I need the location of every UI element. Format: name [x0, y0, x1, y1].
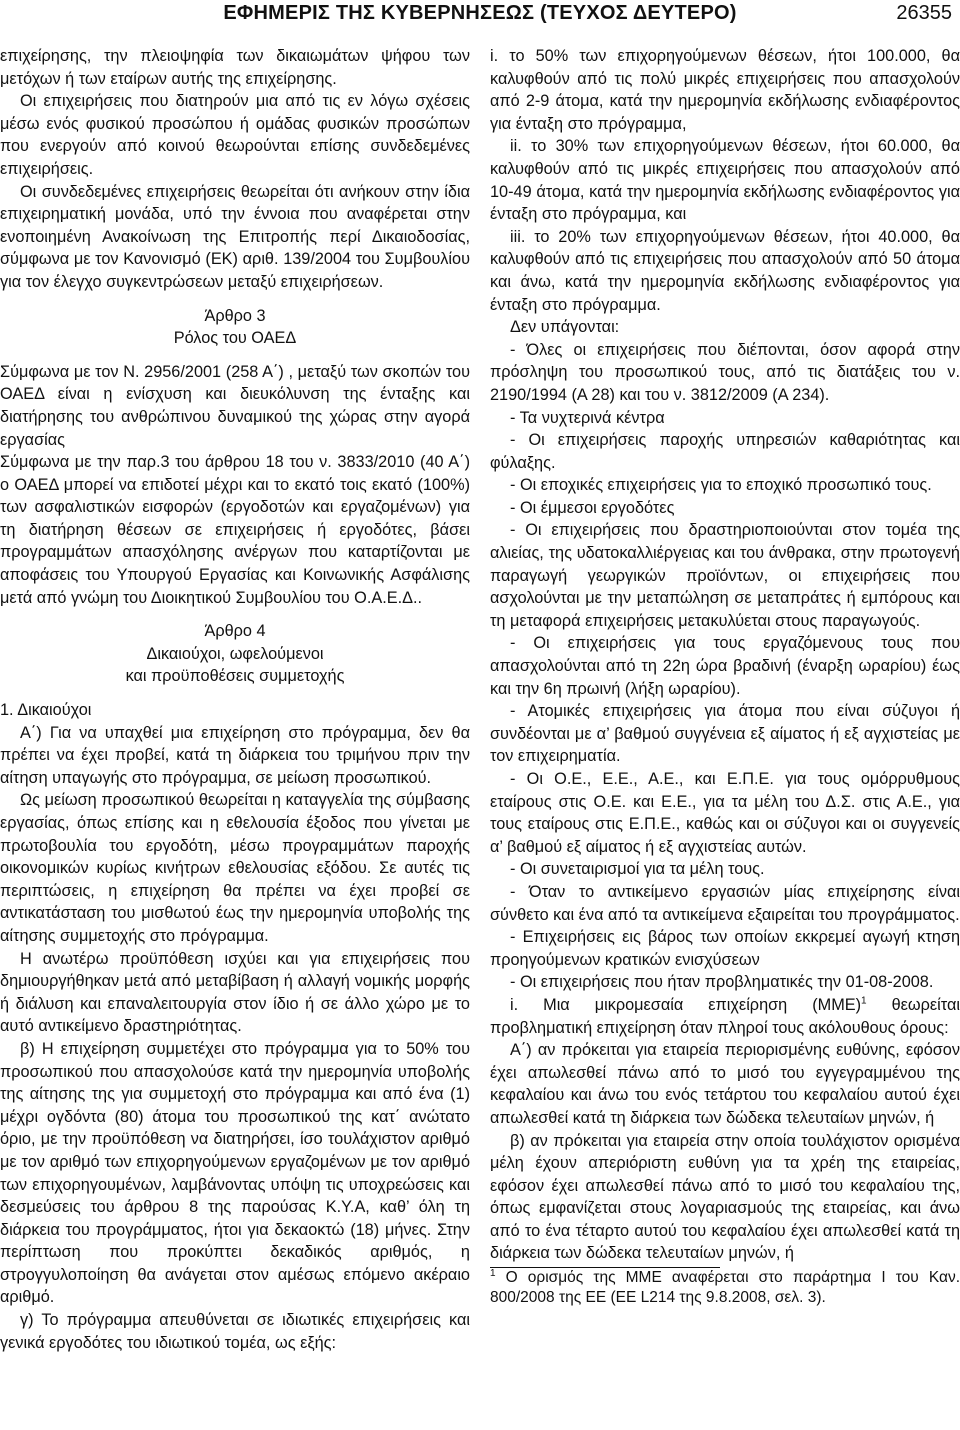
article-3-number: Άρθρο 3	[204, 306, 266, 325]
article-4-title: Δικαιούχοι, ωφελούμενοι	[146, 644, 324, 663]
paragraph: Οι συνδεδεμένες επιχειρήσεις θεωρείται ότι ανήκουν στην ίδια επιχειρηματική μονάδα, υπό την έννοια που αναφέρεται στην ενοποιημένη Ανακοίνωση της Επιτροπής περί Δικαιοδοσίας, σύμφωνα με τον Κανονισμό (ΕΚ) αριθ. 139/2004 του Συμβουλίου για τον έλεγχο συγκεντρώσεων μεταξύ επιχειρήσεων.	[0, 182, 470, 291]
list-item: i. το 50% των επιχορηγούμενων θέσεων, ήτοι 100.000, θα καλυφθούν από τις πολύ μικρές επιχειρήσεις που απασχολούν από 2-9 άτομα, κατά την ημερομηνία εκδήλωσης ενδιαφέροντος για ένταξη στο πρόγραμμα,	[490, 47, 960, 133]
right-column	[490, 45, 960, 1308]
list-item: iii. το 20% των επιχορηγούμενων θέσεων, ήτοι 40.000, θα καλυφθούν από τις επιχειρήσεις που απασχολούν από 50 άτομα και άνω, κατά την ημερομηνία εκδήλωσης ενδιαφέροντος για ένταξη στο πρόγραμμα.	[490, 227, 960, 314]
paragraph: Σύμφωνα με την παρ.3 του άρθρου 18 του ν. 3833/2010 (40 Α΄) ο ΟΑΕΔ μπορεί να επιδοτεί μέχρι και το εκατό τοις εκατό (100%) των ασφαλιστικών εισφορών (εργοδοτών και εργαζομένων) για τη διατήρηση θέσεων σε επιχειρήσεις ή εργοδότες, βάσει προγραμμάτων απασχόλησης ανέργων που καταρτίζονται με αποφάσεις του Υπουργού Εργασίας και Κοινωνικής Ασφάλισης μετά από γνώμη του Διοικητικού Συμβουλίου του Ο.Α.Ε.Δ..	[0, 453, 470, 607]
list-item: ii. το 30% των επιχορηγούμενων θέσεων, ήτοι 60.000, θα καλυφθούν από τις μικρές επιχειρήσεις που απασχολούν από 10-49 άτομα, κατά την ημερομηνία εκδήλωσης ενδιαφέροντος για ένταξη στο πρόγραμμα, και	[490, 137, 960, 224]
page-number: 26355	[896, 2, 952, 24]
list-item: - Οι επιχειρήσεις παροχής υπηρεσιών καθαριότητας και φύλαξης.	[490, 431, 960, 472]
paragraph: επιχείρησης, την πλειοψηφία των δικαιωμάτων ψήφου των μετόχων ή των εταίρων αυτής της επιχείρησης.	[0, 47, 470, 88]
list-item: - Επιχειρήσεις εις βάρος των οποίων εκκρεμεί αγωγή κτηση προηγούμενων κρατικών ενισχύσεων	[490, 928, 960, 969]
list-item: - Όλες οι επιχειρήσεις που διέπονται, όσον αφορά στην πρόσληψη του προσωπικού τους, από τις διατάξεις του ν. 2190/1994 (Α 28) και του ν. 3812/2009 (Α 234).	[490, 340, 960, 404]
article-3-title: Ρόλος του ΟΑΕΔ	[173, 329, 297, 348]
list-item: - Οι έμμεσοι εργοδότες	[510, 498, 675, 517]
paragraph: Α΄) Για να υπαχθεί μια επιχείρηση στο πρόγραμμα, δεν θα πρέπει να έχει προβεί, κατά τη διάρκεια του τριμήνου πριν την αίτηση υπαγωγής στο πρόγραμμα, σε μείωση προσωπικού.	[0, 723, 470, 787]
list-item: - Οι επιχειρήσεις που ήταν προβληματικές την 01-08-2008.	[510, 973, 934, 992]
list-item: - Οι εποχικές επιχειρήσεις για το εποχικό προσωπικό τους.	[510, 476, 932, 495]
paragraph: Ως μείωση προσωπικού θεωρείται η καταγγελία της σύμβασης εργασίας, όπως επίσης και η εθελουσία έξοδος που γίνεται με πρωτοβουλία του εργοδότη, μέσω προγραμμάτων παροχής οικονομικών κυρίως κινήτρων εθελουσίας εξόδου. Σε αυτές τις περιπτώσεις, η επιχείρηση θα πρέπει να έχει προβεί σε αντικατάσταση του μισθωτού έως την ημερομηνία υποβολής της αίτησης συμμετοχής στο πρόγραμμα.	[0, 791, 470, 945]
paragraph: Α΄) αν πρόκειται για εταιρεία περιορισμένης ευθύνης, εφόσον έχει απωλεσθεί πάνω από το μισό του εγγεγραμμένου της κεφαλαίου και άνω του ενός τετάρτου του κεφαλαίου αυτού έχει απωλεσθεί κατά τη διάρκεια των δώδεκα τελευταίων μηνών, ή	[490, 1041, 960, 1127]
list-item: - Οι επιχειρήσεις που δραστηριοποιούνται στον τομέα της αλιείας, της υδατοκαλλιέργειας και του άνθρακα, στην πρωτογενή παραγωγή γεωργικών προϊόντων, οι επιχειρήσεις που ασχολούνται με την μεταπώληση σε μεταπράτες ή εμπόρους και τη μεταφορά επιχειρήσεις μετακυλύεται στους παραγωγούς.	[490, 521, 960, 630]
paragraph: β) αν πρόκειται για εταιρεία στην οποία τουλάχιστον ορισμένα μέλη έχουν απεριόριστη ευθύνη για τα χρέη της εταιρείας, εφόσον έχει απωλεσθεί πάνω από το μισό του κεφαλαίου της, όπως εμφανίζεται στους λογαριασμούς της εταιρείας, και άνω από το ένα τέταρτο αυτού του κεφαλαίου έχει απωλεσθεί κατά τη διάρκεια των δώδεκα τελευταίων μηνών, ή	[490, 1131, 960, 1263]
paragraph: Οι επιχειρήσεις που διατηρούν μια από τις εν λόγω σχέσεις μέσω ενός φυσικού προσώπου ή ομάδας φυσικών προσώπων που ενεργούν από κοινού θεωρούνται επίσης συνδεδεμένες επιχειρήσεις.	[0, 92, 470, 178]
list-item: - Όταν το αντικείμενο εργασιών μίας επιχείρησης είναι σύνθετο και ένα από τα αντικείμενα εξαιρείται του προγράμματος.	[490, 882, 960, 924]
left-column	[0, 45, 470, 1354]
footnote	[490, 1268, 960, 1308]
paragraph	[490, 994, 960, 1039]
article-4-number: Άρθρο 4	[204, 622, 266, 641]
article-4-subtitle: και προϋποθέσεις συμμετοχής	[125, 667, 345, 686]
paragraph: Σύμφωνα με τον Ν. 2956/2001 (258 Α΄) , μεταξύ των σκοπών του ΟΑΕΔ είναι η ενίσχυση και διευκόλυνση της ένταξης και διατήρησης του ανθρώπινου δυναμικού της χώρας στην αγορά εργασίας	[0, 362, 470, 449]
exclusions-heading: Δεν υπάγονται:	[510, 318, 620, 337]
paragraph: β) Η επιχείρηση συμμετέχει στο πρόγραμμα για το 50% του προσωπικού που απασχολούσε κατά την ημερομηνία υποβολής της αίτησης της για συμμετοχή στο πρόγραμμα και από ένα (1) μέχρι ογδόντα (80) άτομα του προσωπικού της κατ΄ ανώτατο όριο, με την προϋπόθεση να διατηρήσει, ίσο τουλάχιστον αριθμό με τον αριθμό των επιχορηγούμενων εργαζομένων με τον αριθμό των επιχορηγουμένων, λαμβάνοντας υπόψη τις υποχρεώσεις και δεσμεύσεις του άρθρου 8 της παρούσας Κ.Υ.Α, καθ’ όλη τη διάρκεια του προγράμματος, ήτοι για δεκαοκτώ (18) μήνες. Στην περίπτωση που προκύπτει δεκαδικός αριθμός, η στρογγυλοποίηση θα ανάγεται στον αμέσως επόμενο ακέραιο αριθμό.	[0, 1039, 470, 1307]
page-header	[0, 0, 960, 34]
sme-definition-text: i. Μια μικρομεσαία επιχείρηση (ΜΜΕ)	[510, 995, 862, 1014]
gazette-title: ΕΦΗΜΕΡΙΣ ΤΗΣ ΚΥΒΕΡΝΗΣΕΩΣ (ΤΕΥΧΟΣ ΔΕΥΤΕΡΟ)	[223, 2, 737, 24]
footnote-text: Ο ορισμός της ΜΜΕ αναφέρεται στο παράρτημα Ι του Καν. 800/2008 της ΕΕ (ΕΕ L214 της 9.8.2008, σελ. 3).	[490, 1269, 960, 1307]
list-item: - Οι Ο.Ε., Ε.Ε., Α.Ε., και Ε.Π.Ε. για τους ομόρρυθμους εταίρους στις Ο.Ε. και Ε.Ε., για τα μέλη του Δ.Σ. στις Α.Ε., για τους εταίρους στις Ε.Π.Ε., καθώς και οι σύζυγοι και οι συγγενείς α’ βαθμού εξ αίματος ή εξ αγχιστείας αυτών.	[490, 770, 960, 856]
footnote-marker: 1	[490, 1267, 496, 1279]
footnote-reference: 1	[861, 995, 867, 1007]
list-item: - Οι επιχειρήσεις για τους εργαζόμενους τους που απασχολούνται από τη 22η ώρα βραδινή (έναρξη ωραρίου) έως και την 6η πρωινή (λήξη ωραρίου).	[490, 634, 960, 698]
list-item: - Τα νυχτερινά κέντρα	[510, 408, 665, 427]
list-item: - Οι συνεταιρισμοί για τα μέλη τους.	[510, 860, 765, 879]
sme-definition-text-cont: θεωρείται προβληματική επιχείρηση όταν πληροί τους ακόλουθους όρους:	[490, 995, 960, 1037]
section-heading: 1. Δικαιούχοι	[0, 701, 92, 720]
paragraph: Η ανωτέρω προϋπόθεση ισχύει και για επιχειρήσεις που δημιουργήθηκαν μετά από μεταβίβαση ή αλλαγή νομικής μορφής ή διάλυση και επαναλειτουργία στον ίδιο ή σε άλλο χώρο με το αυτό αντικείμενο δραστηριότητας.	[0, 949, 470, 1036]
list-item: - Ατομικές επιχειρήσεις για άτομα που είναι σύζυγοι ή συνδέονται με α’ βαθμού συγγένεια εξ αίματος ή εξ αγχιστείας με τον επιχειρηματία.	[490, 702, 960, 766]
paragraph: γ) Το πρόγραμμα απευθύνεται σε ιδιωτικές επιχειρήσεις και γενικά εργοδότες του ιδιωτικού τομέα, ως εξής:	[0, 1311, 470, 1352]
